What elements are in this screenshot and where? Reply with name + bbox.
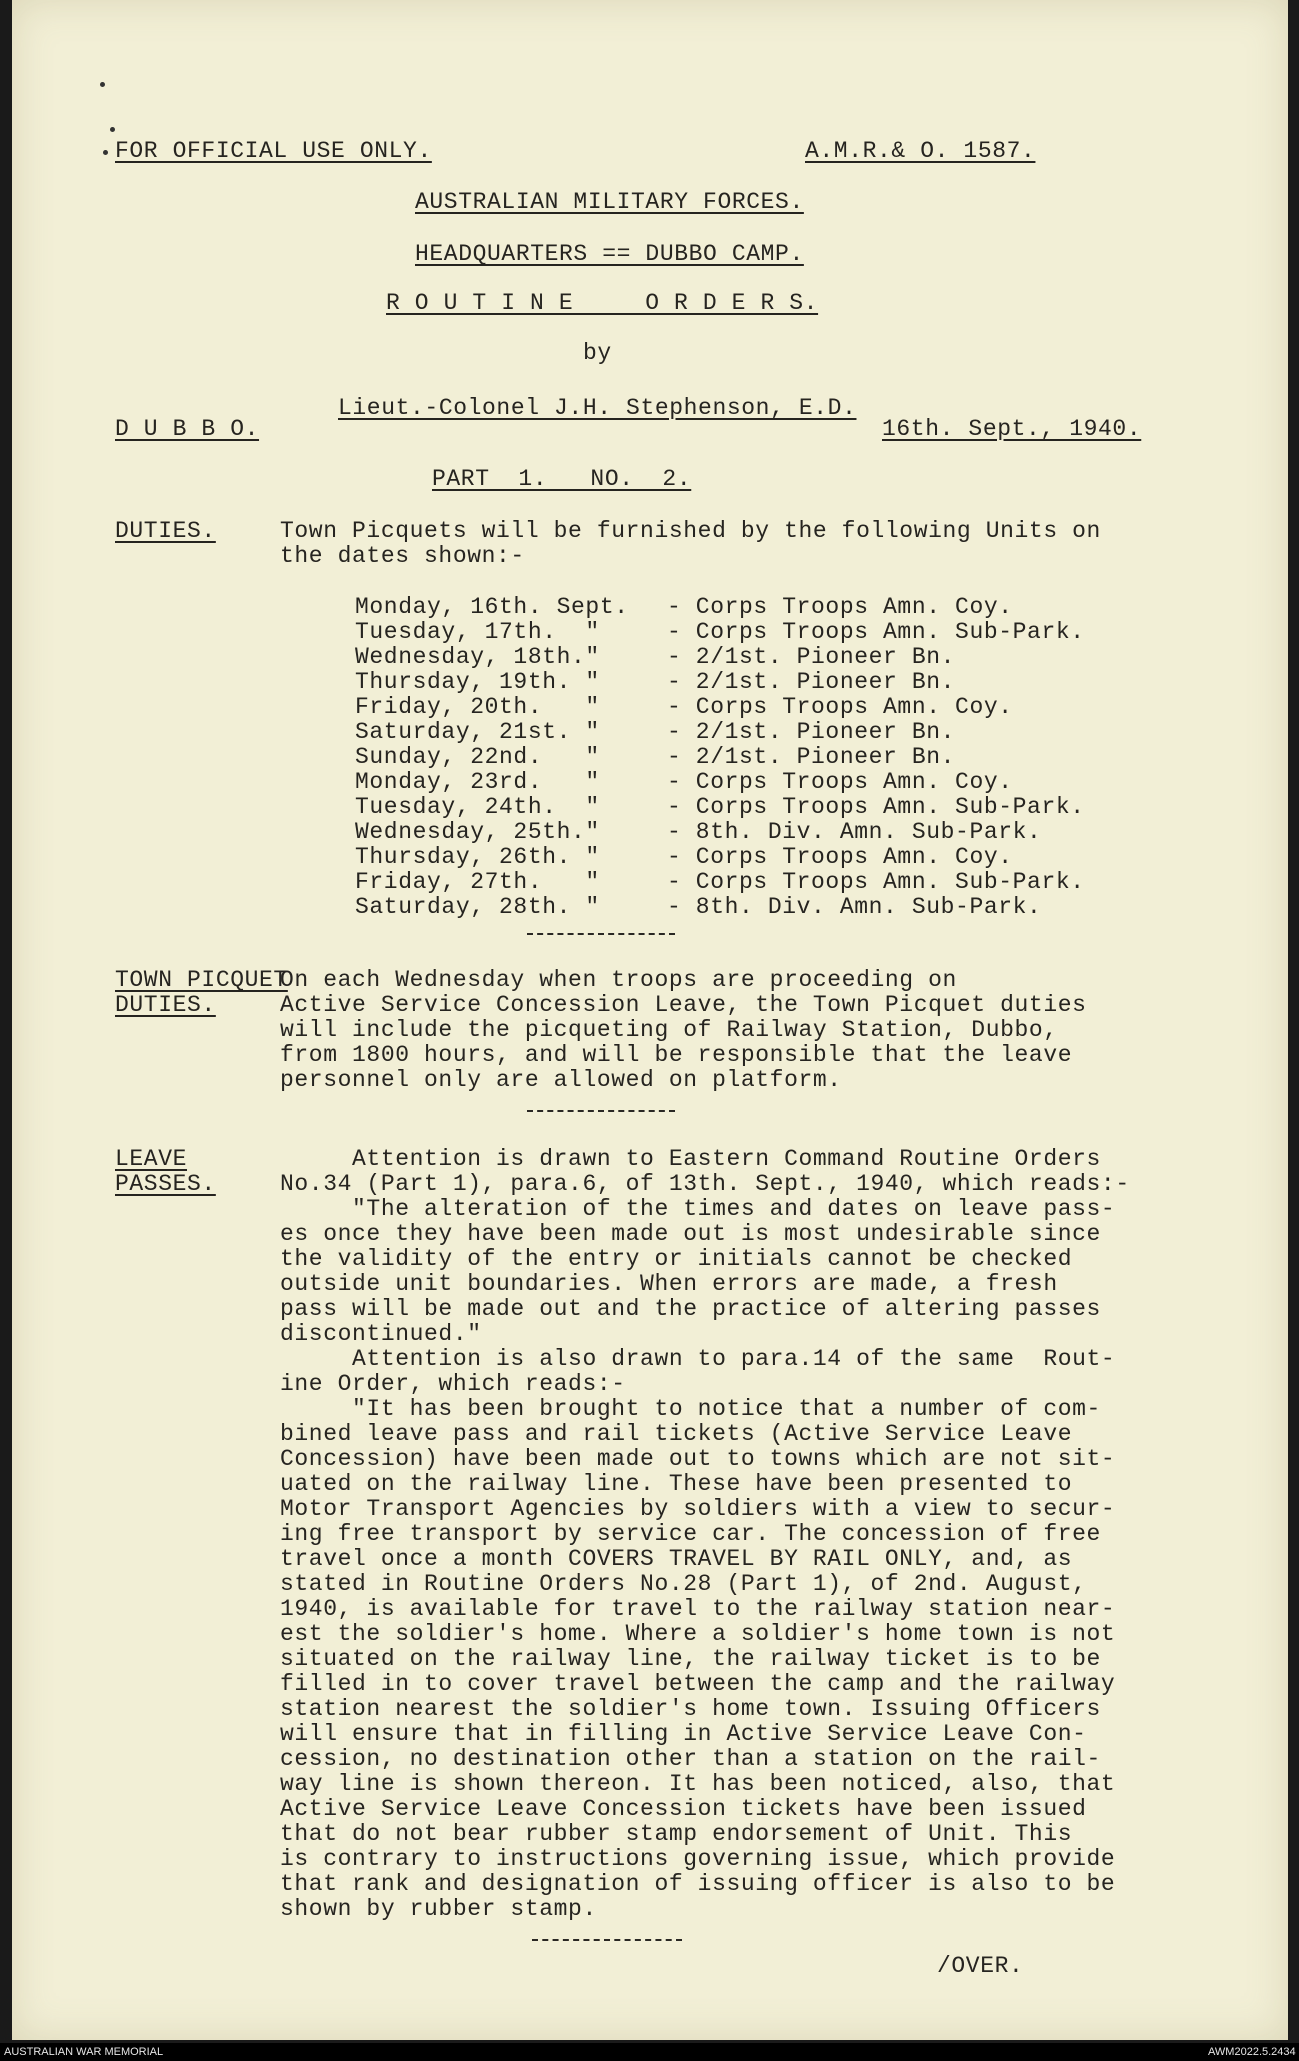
text-line: the validity of the entry or initials cannot be checked [280,1246,1073,1272]
divider [527,1110,675,1112]
punch-mark [100,82,105,87]
text-line: Motor Transport Agencies by soldiers with a view to secur- [280,1496,1116,1522]
duty-day: Thursday, 19th. " [355,669,600,695]
leave-passes-heading: PASSES. [115,1171,216,1197]
text-line: 1940, is available for travel to the railway station near- [280,1596,1116,1622]
duty-day: Monday, 16th. Sept. [355,594,629,620]
text-line: that do not bear rubber stamp endorsement of Unit. This [280,1821,1073,1847]
text-line: will include the picqueting of Railway Station, Dubbo, [280,1017,1058,1043]
duty-unit: - 8th. Div. Amn. Sub-Park. [667,819,1042,845]
text-line: stated in Routine Orders No.28 (Part 1), of 2nd. August, [280,1571,1087,1597]
duty-unit: - Corps Troops Amn. Coy. [667,844,1013,870]
duty-day: Friday, 20th. " [355,694,600,720]
text-line: es once they have been made out is most undesirable since [280,1221,1101,1247]
text-line: On each Wednesday when troops are proceeding on [280,967,957,993]
part-number: PART 1. NO. 2. [432,466,692,492]
duty-day: Sunday, 22nd. " [355,744,600,770]
duties-intro: the dates shown:- [280,543,525,569]
text-line: No.34 (Part 1), para.6, of 13th. Sept., 1940, which reads:- [280,1171,1130,1197]
place: D U B B O. [115,416,260,442]
duty-unit: - 2/1st. Pioneer Bn. [667,744,956,770]
text-line: Active Service Leave Concession tickets have been issued [280,1796,1087,1822]
town-picquet-heading: TOWN PICQUET [115,967,288,993]
punch-mark [103,150,108,155]
text-line: that rank and designation of issuing officer is also to be [280,1871,1116,1897]
text-line: cession, no destination other than a station on the rail- [280,1746,1101,1772]
duty-unit: - 2/1st. Pioneer Bn. [667,719,956,745]
footer-item-id: AWM2022.5.2434 [1208,2046,1296,2058]
text-line: discontinued." [280,1321,482,1347]
duty-day: Tuesday, 17th. " [355,619,600,645]
officer-name: Lieut.-Colonel J.H. Stephenson, E.D. [338,395,857,421]
text-line: from 1800 hours, and will be responsible that the leave [280,1042,1073,1068]
duty-day: Saturday, 28th. " [355,894,600,920]
duty-day: Saturday, 21st. " [355,719,600,745]
duties-intro: Town Picquets will be furnished by the following Units on [280,518,1101,544]
text-line: Active Service Concession Leave, the Town Picquet duties [280,992,1087,1018]
punch-mark [110,127,115,132]
over-marker: /OVER. [937,1953,1024,1979]
duty-day: Wednesday, 18th." [355,644,600,670]
reference-number: A.M.R.& O. 1587. [805,138,1036,164]
archive-footer [0,2043,1299,2061]
text-line: way line is shown thereon. It has been noticed, also, that [280,1771,1116,1797]
duty-day: Friday, 27th. " [355,869,600,895]
document-page [12,0,1288,2040]
divider [532,1939,682,1941]
text-line: bined leave pass and rail tickets (Active Service Leave [280,1421,1073,1447]
text-line: shown by rubber stamp. [280,1896,597,1922]
text-line: Concession) have been made out to towns which are not sit- [280,1446,1116,1472]
duty-unit: - Corps Troops Amn. Sub-Park. [667,619,1085,645]
text-line: is contrary to instructions governing issue, which provide [280,1846,1116,1872]
text-line: pass will be made out and the practice of altering passes [280,1296,1101,1322]
duty-unit: - Corps Troops Amn. Sub-Park. [667,869,1085,895]
text-line: outside unit boundaries. When errors are made, a fresh [280,1271,1058,1297]
duty-unit: - 2/1st. Pioneer Bn. [667,669,956,695]
text-line: Attention is drawn to Eastern Command Routine Orders [280,1146,1101,1172]
classification: FOR OFFICIAL USE ONLY. [115,138,432,164]
duty-unit: - 2/1st. Pioneer Bn. [667,644,956,670]
duty-day: Thursday, 26th. " [355,844,600,870]
duty-unit: - Corps Troops Amn. Coy. [667,594,1013,620]
text-line: est the soldier's home. Where a soldier's home town is not [280,1621,1116,1647]
text-line: situated on the railway line, the railway ticket is to be [280,1646,1101,1672]
text-line: station nearest the soldier's home town. Issuing Officers [280,1696,1101,1722]
town-picquet-heading: DUTIES. [115,992,216,1018]
text-line: will ensure that in filling in Active Service Leave Con- [280,1721,1087,1747]
duty-day: Tuesday, 24th. " [355,794,600,820]
footer-archive-name: AUSTRALIAN WAR MEMORIAL [4,2046,164,2058]
text-line: Attention is also drawn to para.14 of the same Rout- [280,1346,1116,1372]
text-line: "The alteration of the times and dates on leave pass- [280,1196,1116,1222]
duty-day: Wednesday, 25th." [355,819,600,845]
duty-unit: - Corps Troops Amn. Coy. [667,694,1013,720]
by-line: by [583,340,612,366]
text-line: uated on the railway line. These have been presented to [280,1471,1073,1497]
date: 16th. Sept., 1940. [882,416,1142,442]
page-title: R O U T I N E O R D E R S. [386,290,819,316]
force-title: AUSTRALIAN MILITARY FORCES. [415,189,804,215]
text-line: filled in to cover travel between the camp and the railway [280,1671,1116,1697]
text-line: "It has been brought to notice that a number of com- [280,1396,1101,1422]
duty-unit: - Corps Troops Amn. Coy. [667,769,1013,795]
text-line: personnel only are allowed on platform. [280,1067,842,1093]
text-line: travel once a month COVERS TRAVEL BY RAIL ONLY, and, as [280,1546,1073,1572]
text-line: ing free transport by service car. The concession of free [280,1521,1101,1547]
headquarters-title: HEADQUARTERS == DUBBO CAMP. [415,241,804,267]
duty-day: Monday, 23rd. " [355,769,600,795]
text-line: ine Order, which reads:- [280,1371,626,1397]
leave-passes-heading: LEAVE [115,1146,188,1172]
duty-unit: - 8th. Div. Amn. Sub-Park. [667,894,1042,920]
duty-unit: - Corps Troops Amn. Sub-Park. [667,794,1085,820]
divider [527,933,675,935]
duties-heading: DUTIES. [115,518,216,544]
